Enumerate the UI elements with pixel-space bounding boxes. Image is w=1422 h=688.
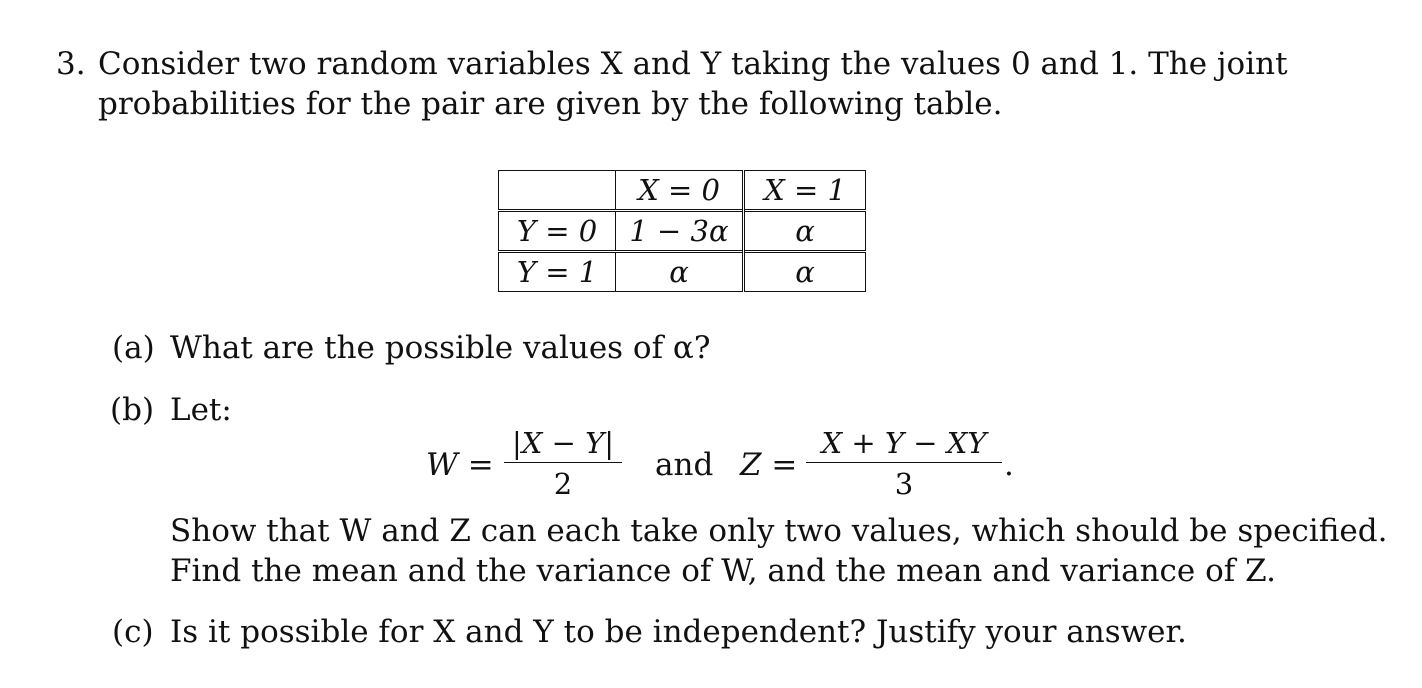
table-cell: Y = 0 xyxy=(499,211,616,252)
formula-period: . xyxy=(1004,447,1014,483)
table-cell xyxy=(499,171,616,211)
z-definition-lhs: Z = xyxy=(740,447,798,483)
z-fraction xyxy=(806,426,1002,501)
problem-intro-line2: probabilities for the pair are given by the following table. xyxy=(98,86,1003,122)
table-row xyxy=(499,252,866,292)
problem-number: 3. xyxy=(56,46,86,82)
part-a-text: What are the possible values of α? xyxy=(170,330,711,366)
table-cell: X = 1 xyxy=(744,171,866,211)
table-row xyxy=(499,211,866,252)
w-denominator: 2 xyxy=(553,467,573,501)
part-b-line1: Show that W and Z can each take only two values, which should be specified. xyxy=(170,513,1388,549)
table-header-row xyxy=(499,171,866,211)
w-definition-lhs: W = xyxy=(426,447,494,483)
part-b-text: Let: xyxy=(170,392,232,428)
part-a-label: (a) xyxy=(112,330,155,366)
part-c-label: (c) xyxy=(112,614,154,650)
part-b-label: (b) xyxy=(110,392,155,428)
table-cell: Y = 1 xyxy=(499,252,616,292)
table-cell: X = 0 xyxy=(616,171,744,211)
w-fraction xyxy=(504,426,622,501)
table-cell: 1 − 3α xyxy=(616,211,744,252)
z-denominator: 3 xyxy=(894,467,914,501)
table-cell: α xyxy=(744,211,866,252)
part-b-line2: Find the mean and the variance of W, and the mean and variance of Z. xyxy=(170,553,1276,589)
fraction-bar xyxy=(806,462,1002,463)
and-word: and xyxy=(655,447,714,483)
part-c-text: Is it possible for X and Y to be independent? Justify your answer. xyxy=(170,614,1187,650)
z-numerator: X + Y − XY xyxy=(821,426,987,460)
fraction-bar xyxy=(504,462,622,463)
table-cell: α xyxy=(744,252,866,292)
problem-intro-line1: Consider two random variables X and Y taking the values 0 and 1. The joint xyxy=(98,46,1288,82)
joint-probability-table xyxy=(498,170,866,292)
table-cell: α xyxy=(616,252,744,292)
w-numerator: |X − Y| xyxy=(511,426,615,460)
